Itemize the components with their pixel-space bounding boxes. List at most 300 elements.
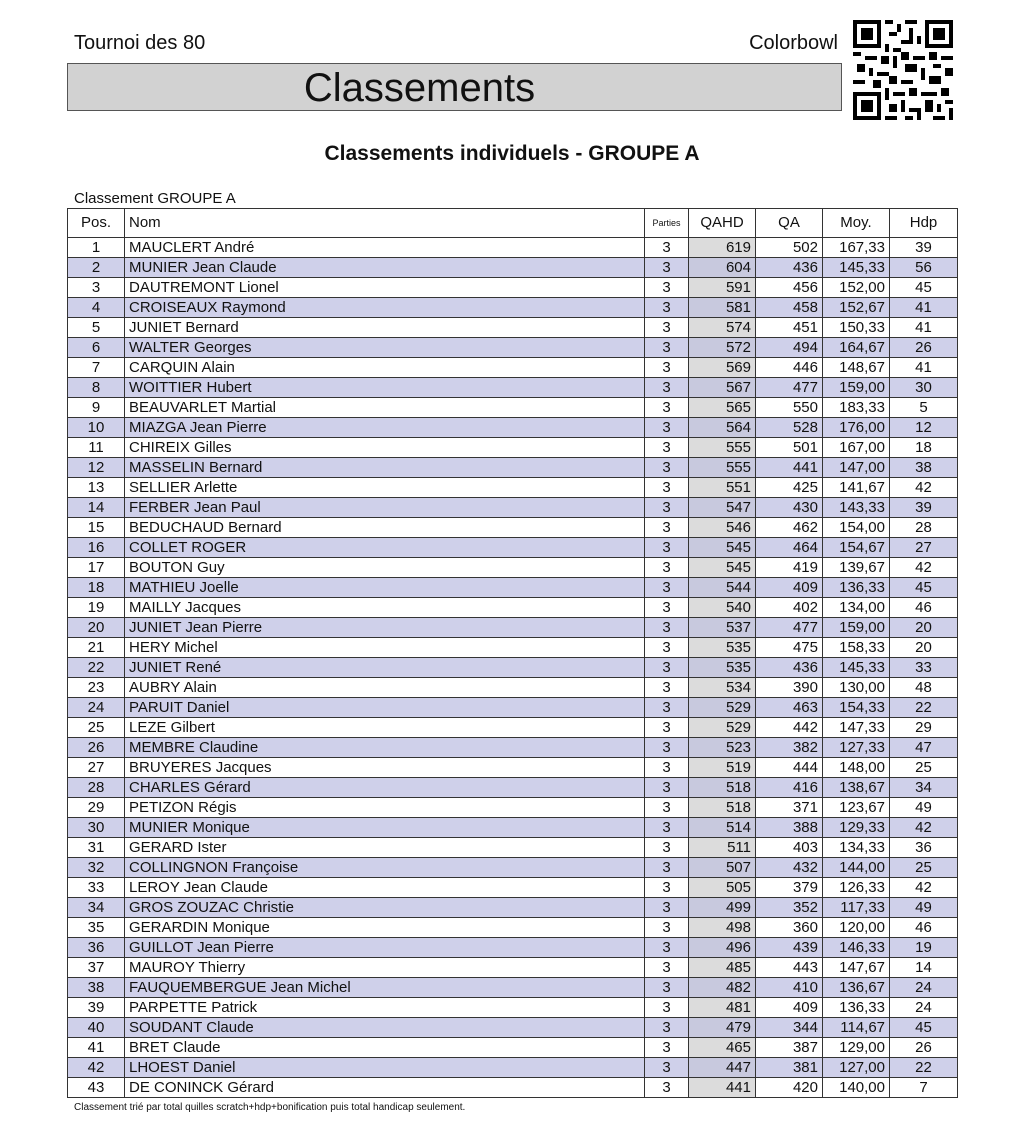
cell-qahd: 537 bbox=[689, 618, 756, 638]
cell-qahd: 545 bbox=[689, 538, 756, 558]
cell-nom: GUILLOT Jean Pierre bbox=[125, 938, 645, 958]
table-row bbox=[68, 638, 958, 658]
cell-hdp: 36 bbox=[890, 838, 958, 858]
cell-parties: 3 bbox=[645, 378, 689, 398]
table-row bbox=[68, 898, 958, 918]
cell-hdp: 42 bbox=[890, 818, 958, 838]
table-row bbox=[68, 378, 958, 398]
cell-hdp: 45 bbox=[890, 578, 958, 598]
cell-qahd: 572 bbox=[689, 338, 756, 358]
cell-qa: 390 bbox=[756, 678, 823, 698]
cell-moy: 150,33 bbox=[823, 318, 890, 338]
cell-pos: 34 bbox=[68, 898, 125, 918]
cell-moy: 134,00 bbox=[823, 598, 890, 618]
table-row bbox=[68, 758, 958, 778]
table-row bbox=[68, 718, 958, 738]
cell-pos: 6 bbox=[68, 338, 125, 358]
cell-moy: 134,33 bbox=[823, 838, 890, 858]
cell-qahd: 507 bbox=[689, 858, 756, 878]
cell-pos: 41 bbox=[68, 1038, 125, 1058]
table-row bbox=[68, 618, 958, 638]
col-header-pos: Pos. bbox=[68, 209, 125, 238]
cell-nom: MIAZGA Jean Pierre bbox=[125, 418, 645, 438]
cell-parties: 3 bbox=[645, 898, 689, 918]
cell-qahd: 565 bbox=[689, 398, 756, 418]
cell-pos: 17 bbox=[68, 558, 125, 578]
cell-hdp: 45 bbox=[890, 278, 958, 298]
cell-qa: 436 bbox=[756, 658, 823, 678]
cell-hdp: 25 bbox=[890, 858, 958, 878]
cell-parties: 3 bbox=[645, 238, 689, 258]
cell-hdp: 14 bbox=[890, 958, 958, 978]
cell-pos: 30 bbox=[68, 818, 125, 838]
cell-nom: WALTER Georges bbox=[125, 338, 645, 358]
page-title: Classements bbox=[303, 66, 536, 110]
cell-hdp: 41 bbox=[890, 298, 958, 318]
cell-nom: PARPETTE Patrick bbox=[125, 998, 645, 1018]
cell-qa: 477 bbox=[756, 378, 823, 398]
cell-qahd: 519 bbox=[689, 758, 756, 778]
cell-qa: 442 bbox=[756, 718, 823, 738]
cell-moy: 117,33 bbox=[823, 898, 890, 918]
table-row bbox=[68, 958, 958, 978]
cell-pos: 40 bbox=[68, 1018, 125, 1038]
cell-nom: CROISEAUX Raymond bbox=[125, 298, 645, 318]
cell-hdp: 22 bbox=[890, 698, 958, 718]
table-row bbox=[68, 398, 958, 418]
table-row bbox=[68, 578, 958, 598]
table-row bbox=[68, 458, 958, 478]
table-caption: Classement GROUPE A bbox=[74, 190, 236, 207]
cell-qa: 419 bbox=[756, 558, 823, 578]
cell-qahd: 574 bbox=[689, 318, 756, 338]
cell-qahd: 581 bbox=[689, 298, 756, 318]
cell-moy: 143,33 bbox=[823, 498, 890, 518]
table-row bbox=[68, 978, 958, 998]
cell-nom: JUNIET Bernard bbox=[125, 318, 645, 338]
cell-parties: 3 bbox=[645, 398, 689, 418]
cell-qa: 388 bbox=[756, 818, 823, 838]
cell-nom: GROS ZOUZAC Christie bbox=[125, 898, 645, 918]
cell-qa: 443 bbox=[756, 958, 823, 978]
cell-qa: 409 bbox=[756, 578, 823, 598]
cell-qa: 425 bbox=[756, 478, 823, 498]
cell-moy: 147,00 bbox=[823, 458, 890, 478]
cell-parties: 3 bbox=[645, 998, 689, 1018]
cell-parties: 3 bbox=[645, 578, 689, 598]
cell-qa: 387 bbox=[756, 1038, 823, 1058]
cell-moy: 167,33 bbox=[823, 238, 890, 258]
cell-moy: 127,33 bbox=[823, 738, 890, 758]
cell-parties: 3 bbox=[645, 558, 689, 578]
cell-qahd: 482 bbox=[689, 978, 756, 998]
cell-parties: 3 bbox=[645, 258, 689, 278]
cell-moy: 136,33 bbox=[823, 578, 890, 598]
cell-qa: 379 bbox=[756, 878, 823, 898]
cell-parties: 3 bbox=[645, 858, 689, 878]
cell-qa: 439 bbox=[756, 938, 823, 958]
cell-pos: 27 bbox=[68, 758, 125, 778]
cell-pos: 31 bbox=[68, 838, 125, 858]
cell-qa: 402 bbox=[756, 598, 823, 618]
cell-qahd: 485 bbox=[689, 958, 756, 978]
table-row bbox=[68, 558, 958, 578]
table-row bbox=[68, 798, 958, 818]
cell-moy: 145,33 bbox=[823, 658, 890, 678]
cell-nom: MUNIER Monique bbox=[125, 818, 645, 838]
cell-qahd: 551 bbox=[689, 478, 756, 498]
cell-qahd: 465 bbox=[689, 1038, 756, 1058]
col-header-qahd: QAHD bbox=[689, 209, 756, 238]
cell-qahd: 555 bbox=[689, 438, 756, 458]
cell-hdp: 20 bbox=[890, 618, 958, 638]
cell-nom: SELLIER Arlette bbox=[125, 478, 645, 498]
cell-nom: JUNIET Jean Pierre bbox=[125, 618, 645, 638]
cell-qahd: 619 bbox=[689, 238, 756, 258]
cell-qa: 381 bbox=[756, 1058, 823, 1078]
cell-moy: 148,00 bbox=[823, 758, 890, 778]
cell-nom: CHARLES Gérard bbox=[125, 778, 645, 798]
cell-qahd: 564 bbox=[689, 418, 756, 438]
cell-moy: 152,00 bbox=[823, 278, 890, 298]
cell-nom: MAUROY Thierry bbox=[125, 958, 645, 978]
table-row bbox=[68, 738, 958, 758]
cell-qa: 464 bbox=[756, 538, 823, 558]
cell-qahd: 540 bbox=[689, 598, 756, 618]
cell-qa: 420 bbox=[756, 1078, 823, 1098]
cell-moy: 147,67 bbox=[823, 958, 890, 978]
table-row bbox=[68, 838, 958, 858]
cell-pos: 3 bbox=[68, 278, 125, 298]
cell-moy: 136,67 bbox=[823, 978, 890, 998]
cell-nom: MEMBRE Claudine bbox=[125, 738, 645, 758]
cell-nom: COLLET ROGER bbox=[125, 538, 645, 558]
cell-nom: GERARDIN Monique bbox=[125, 918, 645, 938]
cell-moy: 126,33 bbox=[823, 878, 890, 898]
table-row bbox=[68, 258, 958, 278]
cell-hdp: 28 bbox=[890, 518, 958, 538]
cell-pos: 1 bbox=[68, 238, 125, 258]
cell-nom: MUNIER Jean Claude bbox=[125, 258, 645, 278]
cell-qa: 352 bbox=[756, 898, 823, 918]
cell-parties: 3 bbox=[645, 598, 689, 618]
cell-pos: 9 bbox=[68, 398, 125, 418]
cell-qa: 436 bbox=[756, 258, 823, 278]
cell-pos: 32 bbox=[68, 858, 125, 878]
cell-qa: 458 bbox=[756, 298, 823, 318]
cell-nom: MASSELIN Bernard bbox=[125, 458, 645, 478]
table-row bbox=[68, 858, 958, 878]
cell-qahd: 545 bbox=[689, 558, 756, 578]
table-row bbox=[68, 318, 958, 338]
cell-hdp: 24 bbox=[890, 998, 958, 1018]
cell-qahd: 498 bbox=[689, 918, 756, 938]
cell-qahd: 511 bbox=[689, 838, 756, 858]
cell-hdp: 49 bbox=[890, 898, 958, 918]
cell-moy: 140,00 bbox=[823, 1078, 890, 1098]
table-row bbox=[68, 538, 958, 558]
table-row bbox=[68, 658, 958, 678]
cell-pos: 13 bbox=[68, 478, 125, 498]
cell-moy: 145,33 bbox=[823, 258, 890, 278]
cell-nom: PETIZON Régis bbox=[125, 798, 645, 818]
cell-qahd: 555 bbox=[689, 458, 756, 478]
cell-pos: 43 bbox=[68, 1078, 125, 1098]
cell-qa: 382 bbox=[756, 738, 823, 758]
cell-moy: 120,00 bbox=[823, 918, 890, 938]
table-row bbox=[68, 698, 958, 718]
cell-qahd: 518 bbox=[689, 778, 756, 798]
cell-qa: 550 bbox=[756, 398, 823, 418]
cell-moy: 154,67 bbox=[823, 538, 890, 558]
cell-hdp: 42 bbox=[890, 478, 958, 498]
cell-qahd: 441 bbox=[689, 1078, 756, 1098]
cell-qa: 409 bbox=[756, 998, 823, 1018]
table-row bbox=[68, 778, 958, 798]
cell-moy: 127,00 bbox=[823, 1058, 890, 1078]
table-row bbox=[68, 598, 958, 618]
cell-qa: 456 bbox=[756, 278, 823, 298]
cell-parties: 3 bbox=[645, 278, 689, 298]
cell-pos: 42 bbox=[68, 1058, 125, 1078]
cell-parties: 3 bbox=[645, 618, 689, 638]
cell-qahd: 547 bbox=[689, 498, 756, 518]
cell-hdp: 46 bbox=[890, 918, 958, 938]
cell-parties: 3 bbox=[645, 1038, 689, 1058]
cell-qa: 410 bbox=[756, 978, 823, 998]
cell-pos: 12 bbox=[68, 458, 125, 478]
cell-hdp: 29 bbox=[890, 718, 958, 738]
cell-pos: 16 bbox=[68, 538, 125, 558]
cell-hdp: 26 bbox=[890, 338, 958, 358]
cell-hdp: 27 bbox=[890, 538, 958, 558]
cell-hdp: 49 bbox=[890, 798, 958, 818]
cell-qahd: 529 bbox=[689, 718, 756, 738]
cell-qahd: 534 bbox=[689, 678, 756, 698]
cell-hdp: 38 bbox=[890, 458, 958, 478]
cell-parties: 3 bbox=[645, 418, 689, 438]
cell-parties: 3 bbox=[645, 718, 689, 738]
cell-nom: CHIREIX Gilles bbox=[125, 438, 645, 458]
table-row bbox=[68, 238, 958, 258]
cell-moy: 167,00 bbox=[823, 438, 890, 458]
cell-moy: 164,67 bbox=[823, 338, 890, 358]
cell-nom: MATHIEU Joelle bbox=[125, 578, 645, 598]
cell-nom: PARUIT Daniel bbox=[125, 698, 645, 718]
cell-qa: 451 bbox=[756, 318, 823, 338]
cell-qa: 501 bbox=[756, 438, 823, 458]
cell-hdp: 47 bbox=[890, 738, 958, 758]
cell-hdp: 18 bbox=[890, 438, 958, 458]
section-subtitle: Classements individuels - GROUPE A bbox=[324, 142, 700, 165]
cell-nom: CARQUIN Alain bbox=[125, 358, 645, 378]
cell-parties: 3 bbox=[645, 698, 689, 718]
cell-moy: 141,67 bbox=[823, 478, 890, 498]
cell-qahd: 591 bbox=[689, 278, 756, 298]
cell-hdp: 12 bbox=[890, 418, 958, 438]
cell-moy: 152,67 bbox=[823, 298, 890, 318]
cell-nom: BRET Claude bbox=[125, 1038, 645, 1058]
cell-hdp: 45 bbox=[890, 1018, 958, 1038]
table-row bbox=[68, 418, 958, 438]
cell-parties: 3 bbox=[645, 738, 689, 758]
cell-qa: 446 bbox=[756, 358, 823, 378]
cell-nom: MAUCLERT André bbox=[125, 238, 645, 258]
cell-qa: 432 bbox=[756, 858, 823, 878]
col-header-qa: QA bbox=[756, 209, 823, 238]
cell-pos: 11 bbox=[68, 438, 125, 458]
cell-nom: AUBRY Alain bbox=[125, 678, 645, 698]
table-row bbox=[68, 878, 958, 898]
table-row bbox=[68, 678, 958, 698]
cell-pos: 33 bbox=[68, 878, 125, 898]
table-row bbox=[68, 1078, 958, 1098]
cell-pos: 15 bbox=[68, 518, 125, 538]
cell-pos: 4 bbox=[68, 298, 125, 318]
cell-parties: 3 bbox=[645, 798, 689, 818]
cell-parties: 3 bbox=[645, 518, 689, 538]
cell-parties: 3 bbox=[645, 458, 689, 478]
cell-parties: 3 bbox=[645, 358, 689, 378]
cell-qahd: 499 bbox=[689, 898, 756, 918]
cell-qahd: 569 bbox=[689, 358, 756, 378]
cell-qahd: 514 bbox=[689, 818, 756, 838]
cell-hdp: 39 bbox=[890, 238, 958, 258]
event-name: Tournoi des 80 bbox=[74, 32, 206, 54]
table-row bbox=[68, 478, 958, 498]
cell-parties: 3 bbox=[645, 958, 689, 978]
cell-pos: 14 bbox=[68, 498, 125, 518]
cell-pos: 7 bbox=[68, 358, 125, 378]
cell-moy: 154,33 bbox=[823, 698, 890, 718]
table-row bbox=[68, 498, 958, 518]
cell-pos: 26 bbox=[68, 738, 125, 758]
cell-parties: 3 bbox=[645, 778, 689, 798]
cell-parties: 3 bbox=[645, 338, 689, 358]
col-header-nom: Nom bbox=[125, 209, 645, 238]
cell-nom: FAUQUEMBERGUE Jean Michel bbox=[125, 978, 645, 998]
cell-parties: 3 bbox=[645, 1018, 689, 1038]
cell-qahd: 523 bbox=[689, 738, 756, 758]
cell-parties: 3 bbox=[645, 538, 689, 558]
cell-moy: 129,00 bbox=[823, 1038, 890, 1058]
table-row bbox=[68, 298, 958, 318]
cell-nom: SOUDANT Claude bbox=[125, 1018, 645, 1038]
cell-nom: MAILLY Jacques bbox=[125, 598, 645, 618]
cell-hdp: 24 bbox=[890, 978, 958, 998]
cell-parties: 3 bbox=[645, 318, 689, 338]
footnote: Classement trié par total quilles scratch+hdp+bonification puis total handicap seulement. bbox=[74, 1102, 466, 1113]
cell-hdp: 46 bbox=[890, 598, 958, 618]
table-row bbox=[68, 918, 958, 938]
cell-parties: 3 bbox=[645, 498, 689, 518]
cell-qa: 403 bbox=[756, 838, 823, 858]
cell-hdp: 26 bbox=[890, 1038, 958, 1058]
cell-hdp: 20 bbox=[890, 638, 958, 658]
col-header-moy: Moy. bbox=[823, 209, 890, 238]
cell-nom: BEDUCHAUD Bernard bbox=[125, 518, 645, 538]
cell-qahd: 496 bbox=[689, 938, 756, 958]
cell-moy: 159,00 bbox=[823, 378, 890, 398]
cell-pos: 28 bbox=[68, 778, 125, 798]
cell-qa: 477 bbox=[756, 618, 823, 638]
cell-pos: 5 bbox=[68, 318, 125, 338]
cell-parties: 3 bbox=[645, 918, 689, 938]
cell-qahd: 529 bbox=[689, 698, 756, 718]
qr-code-icon bbox=[853, 20, 953, 120]
cell-hdp: 19 bbox=[890, 938, 958, 958]
table-row bbox=[68, 818, 958, 838]
cell-nom: BRUYERES Jacques bbox=[125, 758, 645, 778]
cell-qahd: 567 bbox=[689, 378, 756, 398]
cell-moy: 114,67 bbox=[823, 1018, 890, 1038]
cell-nom: DE CONINCK Gérard bbox=[125, 1078, 645, 1098]
cell-moy: 147,33 bbox=[823, 718, 890, 738]
col-header-hdp: Hdp bbox=[890, 209, 958, 238]
cell-parties: 3 bbox=[645, 438, 689, 458]
cell-nom: DAUTREMONT Lionel bbox=[125, 278, 645, 298]
cell-parties: 3 bbox=[645, 1058, 689, 1078]
cell-nom: BOUTON Guy bbox=[125, 558, 645, 578]
cell-pos: 2 bbox=[68, 258, 125, 278]
cell-qa: 430 bbox=[756, 498, 823, 518]
cell-nom: LEROY Jean Claude bbox=[125, 878, 645, 898]
cell-hdp: 39 bbox=[890, 498, 958, 518]
cell-qahd: 544 bbox=[689, 578, 756, 598]
cell-pos: 37 bbox=[68, 958, 125, 978]
table-row bbox=[68, 1038, 958, 1058]
table-row bbox=[68, 1018, 958, 1038]
cell-moy: 146,33 bbox=[823, 938, 890, 958]
cell-moy: 148,67 bbox=[823, 358, 890, 378]
cell-hdp: 34 bbox=[890, 778, 958, 798]
cell-parties: 3 bbox=[645, 678, 689, 698]
cell-moy: 130,00 bbox=[823, 678, 890, 698]
table-row bbox=[68, 438, 958, 458]
cell-parties: 3 bbox=[645, 978, 689, 998]
cell-pos: 38 bbox=[68, 978, 125, 998]
cell-hdp: 33 bbox=[890, 658, 958, 678]
cell-qa: 344 bbox=[756, 1018, 823, 1038]
table-row bbox=[68, 938, 958, 958]
cell-pos: 35 bbox=[68, 918, 125, 938]
cell-pos: 25 bbox=[68, 718, 125, 738]
cell-qa: 528 bbox=[756, 418, 823, 438]
cell-nom: GERARD Ister bbox=[125, 838, 645, 858]
cell-hdp: 7 bbox=[890, 1078, 958, 1098]
cell-parties: 3 bbox=[645, 1078, 689, 1098]
cell-moy: 123,67 bbox=[823, 798, 890, 818]
cell-pos: 19 bbox=[68, 598, 125, 618]
cell-qahd: 535 bbox=[689, 658, 756, 678]
cell-nom: LEZE Gilbert bbox=[125, 718, 645, 738]
cell-hdp: 42 bbox=[890, 558, 958, 578]
cell-parties: 3 bbox=[645, 478, 689, 498]
cell-parties: 3 bbox=[645, 818, 689, 838]
cell-qa: 360 bbox=[756, 918, 823, 938]
cell-qa: 494 bbox=[756, 338, 823, 358]
cell-parties: 3 bbox=[645, 838, 689, 858]
cell-nom: COLLINGNON Françoise bbox=[125, 858, 645, 878]
cell-qahd: 481 bbox=[689, 998, 756, 1018]
cell-parties: 3 bbox=[645, 938, 689, 958]
cell-pos: 18 bbox=[68, 578, 125, 598]
cell-pos: 20 bbox=[68, 618, 125, 638]
cell-qa: 416 bbox=[756, 778, 823, 798]
cell-qahd: 518 bbox=[689, 798, 756, 818]
cell-pos: 24 bbox=[68, 698, 125, 718]
cell-pos: 22 bbox=[68, 658, 125, 678]
